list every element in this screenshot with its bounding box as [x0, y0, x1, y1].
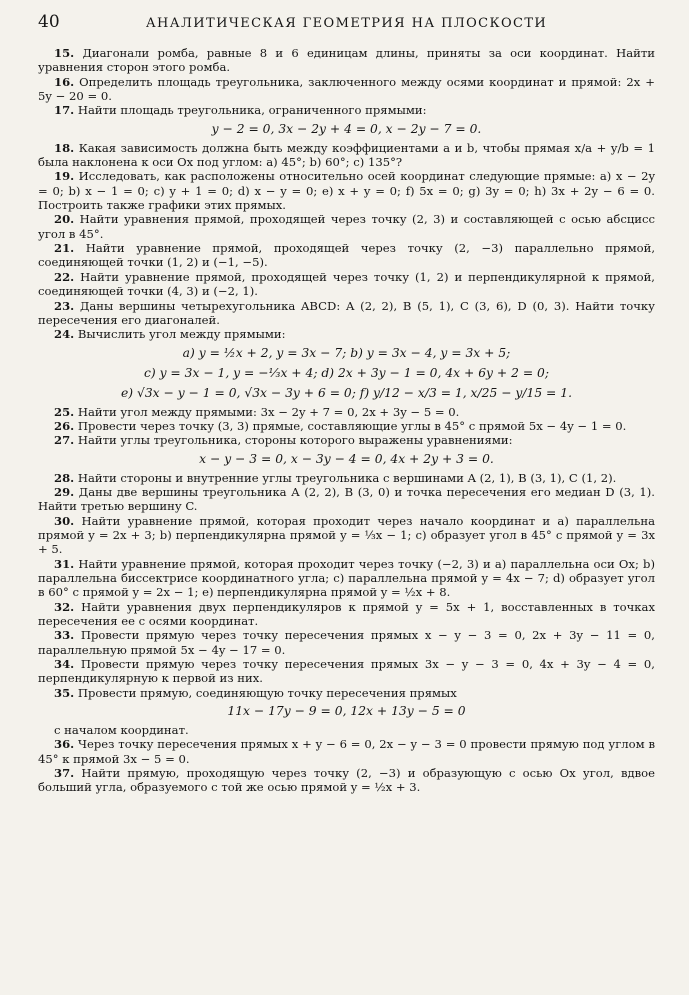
problem-number: 16. [54, 74, 75, 89]
problem-text: с началом координат. [54, 723, 189, 738]
problem-paragraph [38, 766, 655, 795]
problem-paragraph [38, 557, 655, 600]
problem-text: Найти уравнения прямой, проходящей через точку (2, 3) и составляющей с осью абсцисс угол в 45°. [38, 212, 655, 241]
equation-line: 11x − 17y − 9 = 0, 12x + 13y − 5 = 0 [227, 704, 466, 719]
problem-paragraph [38, 419, 655, 433]
problem-number: 32. [54, 599, 75, 614]
equation-line: a) y = ½x + 2, y = 3x − 7; b) y = 3x − 4, y = 3x + 5; [182, 345, 511, 360]
problem-number: 29. [54, 484, 75, 499]
problem-number: 37. [54, 766, 75, 781]
problem-text: Найти уравнение прямой, которая проходит через начало координат и a) параллельна прямой y = 2x + 3; b) перпендикулярна прямой y = ⅓x − 1; c) образует угол в 45° с прямой y = 3x + 5. [38, 513, 656, 557]
problem-paragraph [38, 628, 655, 657]
problem-list [38, 46, 655, 795]
equation-line: x − y − 3 = 0, x − 3y − 4 = 0, 4x + 2y + 3 = 0. [199, 451, 494, 466]
problem-paragraph [38, 270, 655, 299]
problem-number: 33. [54, 628, 75, 643]
problem-number: 20. [54, 212, 75, 227]
problem-number: 36. [54, 737, 75, 752]
problem-paragraph [38, 299, 655, 328]
problem-number: 31. [54, 556, 75, 571]
problem-number: 24. [54, 327, 75, 342]
equation-line: e) √3x − y − 1 = 0, √3x − 3y + 6 = 0; f) y/12 − x/3 = 1, x/25 − y/15 = 1. [121, 385, 572, 400]
problem-paragraph [38, 514, 655, 557]
page-header [38, 10, 655, 36]
problem-paragraph [38, 103, 655, 117]
problem-text: Найти уравнения двух перпендикуляров к прямой y = 5x + 1, восставленных в точках пересечения ее с осями координат. [38, 599, 656, 628]
problem-paragraph [38, 75, 655, 104]
problem-paragraph [38, 141, 655, 170]
page-number: 40 [38, 12, 60, 32]
problem-number: 21. [54, 241, 75, 256]
problem-paragraph [38, 405, 655, 419]
problem-text: Какая зависимость должна быть между коэффициентами a и b, чтобы прямая x/a + y/b = 1 была наклонена к оси Ox под углом: a) 45°; b) 60°; c) 135°? [38, 140, 655, 170]
problem-number: 22. [54, 269, 75, 284]
problem-number: 26. [54, 418, 75, 433]
problem-text: Найти углы треугольника, стороны которого выражены уравнениями: [77, 433, 513, 448]
problem-paragraph [38, 657, 655, 686]
problem-text: Провести прямую через точку пересечения прямых 3x − y − 3 = 0, 4x + 3y − 4 = 0, перпендикулярную к первой из них. [38, 657, 655, 686]
problem-paragraph [38, 241, 655, 270]
problem-text: Даны вершины четырехугольника ABCD: A (2, 2), B (5, 1), C (3, 6), D (0, 3). Найти точку пересечения его диагоналей. [38, 298, 655, 327]
problem-paragraph [38, 212, 655, 241]
problem-number: 17. [54, 103, 75, 118]
problem-paragraph [38, 471, 655, 485]
problem-paragraph [38, 169, 655, 212]
problem-paragraph [38, 737, 655, 766]
problem-text: Диагонали ромба, равные 8 и 6 единицам длины, приняты за оси координат. Найти уравнения сторон этого ромба. [38, 46, 656, 75]
problem-text: Провести прямую через точку пересечения прямых x − y − 3 = 0, 2x + 3y − 11 = 0, параллельную прямой 5x − 4y − 17 = 0. [38, 628, 655, 657]
problem-paragraph [38, 433, 655, 447]
problem-number: 34. [54, 657, 75, 672]
problem-number: 18. [54, 140, 75, 155]
problem-number: 15. [54, 46, 75, 60]
problem-text: Найти уравнение прямой, которая проходит через точку (−2, 3) и a) параллельна оси Ox; b) параллельна биссектрисе координатного угла; c) параллельна прямой y = 4x − 7; d) образует угол в 60° с прямой y = 2x − 1; e) перпендикулярна прямой y = ½x + 8. [38, 556, 655, 600]
problem-text: Определить площадь треугольника, заключенного между осями координат и прямой: 2x + 5y − 20 = 0. [38, 74, 656, 104]
problem-text: Найти стороны и внутренние углы треугольника с вершинами A (2, 1), B (3, 1), C (1, 2). [77, 470, 617, 485]
running-head: АНАЛИТИЧЕСКАЯ ГЕОМЕТРИЯ НА ПЛОСКОСТИ [145, 16, 548, 31]
problem-number: 28. [54, 470, 75, 485]
problem-text: Вычислить угол между прямыми: [77, 327, 286, 342]
problem-text: Найти уравнение прямой, проходящей через точку (1, 2) и перпендикулярной к прямой, соединяющей точки (4, 3) и (−2, 1). [38, 269, 655, 299]
problem-text: Провести через точку (3, 3) прямые, составляющие углы в 45° с прямой 5x − 4y − 1 = 0. [77, 418, 627, 433]
problem-text: Через точку пересечения прямых x + y − 6 = 0, 2x − y − 3 = 0 провести прямую под углом в 45° к прямой 3x − 5 = 0. [38, 737, 656, 766]
problem-paragraph [38, 600, 655, 629]
equation-line: c) y = 3x − 1, y = −⅓x + 4; d) 2x + 3y − 1 = 0, 4x + 6y + 2 = 0; [143, 365, 550, 380]
problem-paragraph [38, 46, 655, 75]
problem-paragraph [38, 723, 655, 737]
problem-text: Найти прямую, проходящую через точку (2, −3) и образующую с осью Ox угол, вдвое больший угла, образуемого с той же осью прямой y = ½x + 3. [38, 766, 656, 795]
problem-text: Даны две вершины треугольника A (2, 2), B (3, 0) и точка пересечения его медиан D (3, 1). Найти третью вершину C. [38, 484, 655, 514]
problem-text: Провести прямую, соединяющую точку пересечения прямых [77, 685, 457, 700]
problem-paragraph [38, 485, 655, 514]
problem-number: 27. [54, 433, 75, 448]
problem-paragraph [38, 686, 655, 700]
problem-number: 25. [54, 404, 75, 419]
problem-number: 30. [54, 513, 75, 528]
problem-text: Найти площадь треугольника, ограниченного прямыми: [77, 103, 427, 118]
problem-number: 35. [54, 685, 75, 700]
problem-number: 19. [54, 169, 75, 184]
problem-paragraph [38, 327, 655, 341]
equation-line: y − 2 = 0, 3x − 2y + 4 = 0, x − 2y − 7 = 0. [211, 121, 482, 136]
problem-text: Найти уравнение прямой, проходящей через точку (2, −3) параллельно прямой, соединяющей точки (1, 2) и (−1, −5). [38, 241, 656, 270]
problem-text: Найти угол между прямыми: 3x − 2y + 7 = 0, 2x + 3y − 5 = 0. [77, 404, 460, 419]
problem-number: 23. [54, 298, 75, 313]
problem-text: Исследовать, как расположены относительно осей координат следующие прямые: a) x − 2y = 0; b) x − 1 = 0; c) y + 1 = 0; d) x − y = 0; e) x + y = 0; f) 5x = 0; g) 3y = 0; h) 3x + 2y − 6 = 0. Построить также графики этих прямых. [38, 169, 655, 213]
